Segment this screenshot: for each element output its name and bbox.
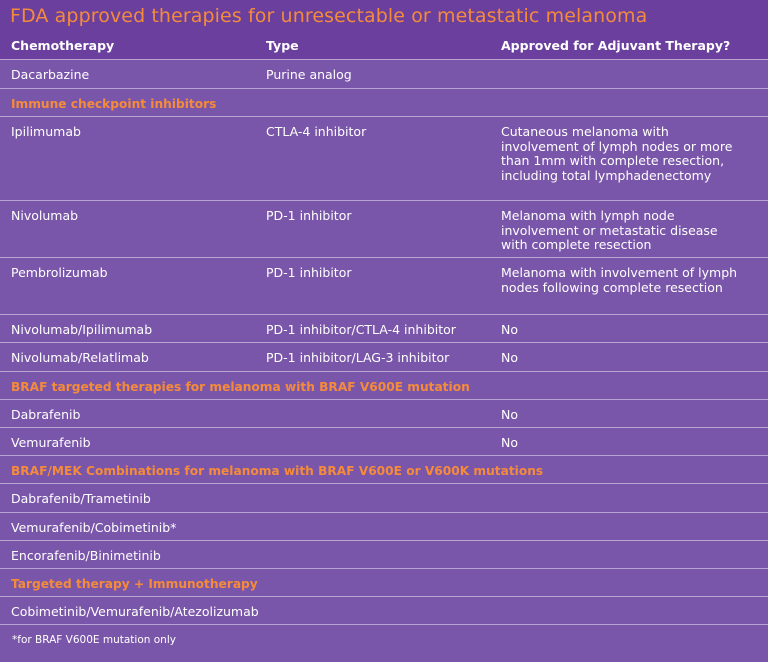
adjuvant-approval: Melanoma with involvement of lymph nodes following complete resection	[501, 265, 738, 295]
section-title: Immune checkpoint inhibitors	[11, 97, 217, 111]
section-header	[0, 372, 768, 400]
page-title: FDA approved therapies for unresectable or metastatic melanoma	[10, 5, 648, 27]
drug-name: Nivolumab	[11, 208, 79, 223]
section-header	[0, 569, 768, 597]
adjuvant-approval: No	[501, 322, 518, 337]
drug-name: Nivolumab/Relatlimab	[11, 350, 149, 365]
table-row	[0, 117, 768, 201]
section-header	[0, 89, 768, 117]
table-row	[0, 201, 768, 258]
table-row	[0, 513, 768, 541]
drug-name: Dacarbazine	[11, 67, 90, 82]
adjuvant-approval: No	[501, 435, 518, 450]
section-title: Targeted therapy + Immunotherapy	[11, 577, 258, 591]
drug-name: Dabrafenib/Trametinib	[11, 491, 151, 506]
table-row	[0, 315, 768, 343]
header-chemotherapy: Chemotherapy	[11, 38, 115, 53]
section-header	[0, 456, 768, 484]
drug-name: Cobimetinib/Vemurafenib/Atezolizumab	[11, 604, 259, 619]
header-adjuvant: Approved for Adjuvant Therapy?	[501, 38, 731, 53]
drug-name: Vemurafenib	[11, 435, 91, 450]
adjuvant-approval: Melanoma with lymph node involvement or metastatic disease with complete resection	[501, 208, 718, 252]
drug-type: Purine analog	[266, 67, 352, 82]
section-title: BRAF/MEK Combinations for melanoma with BRAF V600E or V600K mutations	[11, 464, 544, 478]
adjuvant-approval: No	[501, 350, 518, 365]
table-row	[0, 400, 768, 428]
footnote	[0, 625, 768, 655]
drug-name: Encorafenib/Binimetinib	[11, 548, 161, 563]
table-row	[0, 258, 768, 315]
table-row	[0, 597, 768, 625]
table-row	[0, 428, 768, 456]
adjuvant-approval: Cutaneous melanoma with involvement of lymph nodes or more than 1mm with complete resection, including total lymphadenectomy	[501, 124, 733, 183]
drug-type: PD-1 inhibitor	[266, 265, 352, 280]
drug-name: Nivolumab/Ipilimumab	[11, 322, 153, 337]
footnote-text: *for BRAF V600E mutation only	[12, 634, 176, 646]
table-row	[0, 343, 768, 372]
drug-type: PD-1 inhibitor/LAG-3 inhibitor	[266, 350, 450, 365]
drug-name: Vemurafenib/Cobimetinib*	[11, 520, 177, 535]
drug-name: Dabrafenib	[11, 407, 81, 422]
header-type: Type	[266, 38, 299, 53]
title-band	[0, 0, 768, 32]
drug-name: Pembrolizumab	[11, 265, 108, 280]
table-row	[0, 484, 768, 513]
drug-name: Ipilimumab	[11, 124, 81, 139]
table-row	[0, 541, 768, 569]
table-header	[0, 32, 768, 60]
drug-type: PD-1 inhibitor	[266, 208, 352, 223]
section-title: BRAF targeted therapies for melanoma with BRAF V600E mutation	[11, 380, 470, 394]
drug-type: CTLA-4 inhibitor	[266, 124, 367, 139]
table-row	[0, 60, 768, 89]
adjuvant-approval: No	[501, 407, 518, 422]
drug-type: PD-1 inhibitor/CTLA-4 inhibitor	[266, 322, 456, 337]
